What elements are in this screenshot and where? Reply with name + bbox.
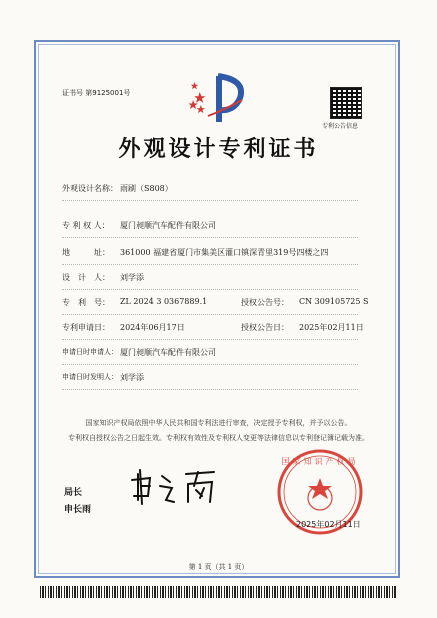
cert-number-value: 第9125001号: [85, 89, 131, 97]
qr-code-icon: [330, 87, 362, 119]
legal-note-1: 国家知识产权局依照中华人民共和国专利法进行审查，决定授予专利权，并予以公告。: [85, 419, 352, 427]
page-title: 外观设计专利证书: [118, 136, 319, 162]
cert-number-label: 证书号: [62, 89, 83, 97]
patent-number-value: ZL 2024 3 0367889.1: [120, 297, 208, 306]
qr-caption: 专利公告信息: [322, 123, 359, 130]
divider: [62, 364, 358, 365]
design-name-value: 雨刷（S808）: [120, 184, 173, 193]
address-value: 361000 福建省厦门市集美区灌口镇深青里319号四楼之四: [120, 248, 329, 257]
applicant-on-date-label: 申请日时申请人：: [62, 348, 118, 356]
grant-date-label: 授权公告日：: [241, 323, 289, 332]
divider: [62, 200, 358, 201]
divider: [62, 389, 358, 390]
grant-date-value: 2025年02月11日: [299, 323, 364, 332]
apply-date-label: 专利申请日：: [62, 323, 110, 332]
applicant-on-date-value: 厦门昶顺汽车配件有限公司: [120, 348, 216, 357]
page-number: 第 1 页（共 1 页）: [188, 563, 249, 571]
divider: [62, 314, 358, 315]
divider: [62, 264, 358, 265]
patentee-label: 专 利 权 人：: [62, 221, 110, 230]
divider: [62, 339, 358, 340]
legal-note-2: 专利权自授权公告之日起生效。专利权有效性及专利权人变更等法律信息以专利登记簿记载为准。: [68, 434, 369, 442]
cert-number: [62, 88, 130, 98]
patentee-value: 厦门昶顺汽车配件有限公司: [120, 221, 216, 230]
apply-date-value: 2024年06月17日: [120, 323, 185, 332]
address-label: 地 址：: [62, 248, 110, 257]
barcode-icon: [40, 586, 396, 598]
designer-label: 设 计 人：: [62, 273, 110, 282]
cnipa-logo-icon: [188, 70, 252, 126]
signer-name: 申长雨: [64, 505, 92, 515]
designer-value: 刘学添: [120, 273, 144, 282]
divider: [62, 237, 358, 238]
grant-number-value: CN 309105725 S: [299, 297, 369, 306]
seal-date: 2025年02月11日: [296, 520, 361, 529]
divider: [62, 289, 358, 290]
inventor-on-date-label: 申请日时发明人：: [62, 373, 118, 381]
signer-title: 局长: [64, 488, 83, 498]
grant-number-label: 授权公告号：: [241, 298, 289, 307]
seal-text: 国家知识产权局: [281, 457, 359, 466]
inventor-on-date-value: 刘学添: [120, 373, 144, 382]
patent-number-label: 专 利 号：: [62, 298, 110, 307]
design-name-label: 外观设计名称：: [62, 184, 118, 193]
handwritten-signature: [130, 466, 220, 506]
